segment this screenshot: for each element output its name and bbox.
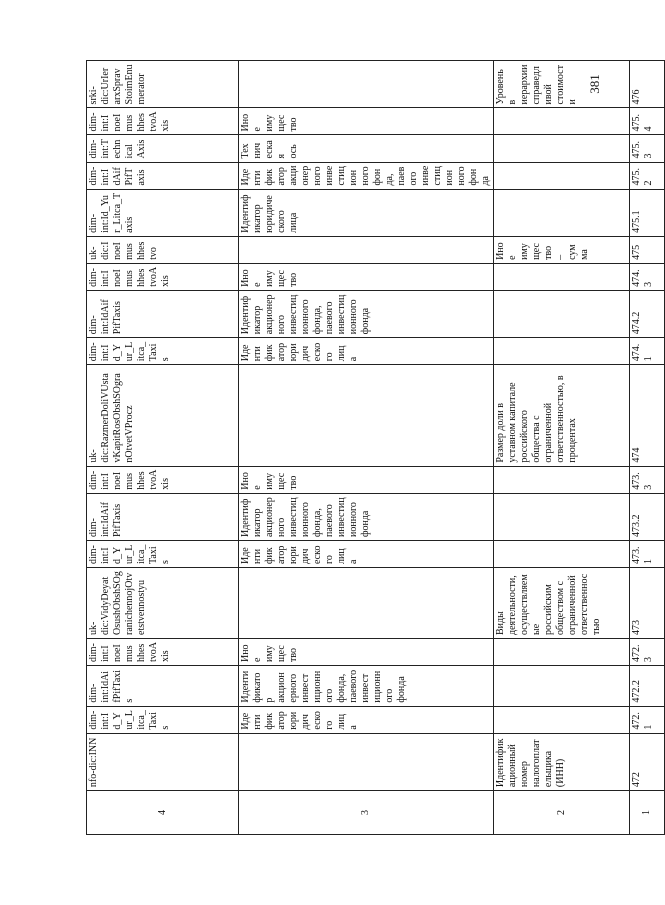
table-cell-desc — [239, 365, 494, 466]
table-row-column-3 — [239, 61, 494, 835]
table-cell-desc: Идентификатор юридического лица — [239, 706, 494, 733]
table-cell-desc: Иное имущество — [239, 263, 494, 290]
table-cell-code: dim-int:TechnicalAxis — [87, 135, 239, 162]
table-cell-code: uk-dic:VidyDeyatOsushObshSOgranichennojOtvetstvennostyu — [87, 568, 239, 639]
data-table — [86, 60, 665, 835]
table-cell-desc — [239, 733, 494, 790]
table-cell-desc: Иное имущество — [239, 639, 494, 666]
table-cell-name — [494, 666, 630, 707]
table-cell-desc: Идентификатор юридического лица — [239, 541, 494, 568]
table-cell-desc: Идентификатор акционерного инвестиционного фонда, паевого инвестиционного фонда — [239, 162, 494, 189]
table-cell-desc: Иное имущество — [239, 108, 494, 135]
column-header: 3 — [239, 791, 494, 835]
table-cell-desc: Идентификатор юридического лица — [239, 338, 494, 365]
table-cell-num: 473 — [630, 568, 665, 639]
table-cell-num: 473.3 — [630, 466, 665, 493]
table-cell-desc — [239, 236, 494, 263]
table-cell-code: dim-int:IdAifPifTaxis — [87, 493, 239, 540]
table-row-column-4 — [87, 61, 239, 835]
table-cell-name — [494, 639, 630, 666]
table-row-column-1 — [630, 61, 665, 835]
table-cell-name — [494, 706, 630, 733]
table-cell-desc: Идентификатор юридического лица — [239, 189, 494, 236]
table-cell-name — [494, 108, 630, 135]
table-cell-num: 476 — [630, 61, 665, 108]
table-cell-num: 472.1 — [630, 706, 665, 733]
table-cell-num: 475.3 — [630, 135, 665, 162]
table-cell-desc — [239, 61, 494, 108]
table-cell-desc: Иное имущество — [239, 466, 494, 493]
table-cell-code: dim-int:InoeImushhestvoAxis — [87, 263, 239, 290]
table-cell-name: Иное имущество – сумма — [494, 236, 630, 263]
table-cell-num: 475.2 — [630, 162, 665, 189]
column-header: 4 — [87, 791, 239, 835]
table-cell-name — [494, 493, 630, 540]
table-cell-code: dim-int:Id_Yur_Litca_Taxis — [87, 706, 239, 733]
column-header: 1 — [630, 791, 665, 835]
table-row-column-2 — [494, 61, 630, 835]
table-cell-num: 474.3 — [630, 263, 665, 290]
table-cell-code: dim-int:InoeImushhestvoAxis — [87, 466, 239, 493]
table-cell-num: 474 — [630, 365, 665, 466]
table-cell-desc: Идентификатор акционерного инвестиционного фонда, паевого инвестиционного фонда — [239, 493, 494, 540]
table-cell-code: nfo-dic:INN — [87, 733, 239, 790]
table-cell-desc: Идентификатор акционерного инвестиционного фонда, паевого инвестиционного фонда — [239, 666, 494, 707]
table-cell-num: 473.1 — [630, 541, 665, 568]
table-cell-name — [494, 135, 630, 162]
table-cell-code: srki-dic:UrIerarxSpravStoimEnumerator — [87, 61, 239, 108]
table-cell-name — [494, 466, 630, 493]
table-cell-code: dim-int:IdAifPifTaxis — [87, 290, 239, 337]
table-cell-name: Виды деятельности, осуществляемые российским обществом с ограниченной ответственностью — [494, 568, 630, 639]
table-cell-code: dim-int:Id_Yur_Litca_Taxis — [87, 338, 239, 365]
table-cell-code: dim-int:Id_Yur_Litca_Taxis — [87, 189, 239, 236]
page-number: 381 — [587, 74, 602, 94]
table-cell-code: dim-int:InoeImushhestvoAxis — [87, 639, 239, 666]
table-cell-code: dim-int:Id_Yur_Litca_Taxis — [87, 541, 239, 568]
column-header: 2 — [494, 791, 630, 835]
table-cell-num: 472.3 — [630, 639, 665, 666]
table-cell-num: 475.1 — [630, 189, 665, 236]
table-cell-code: dim-int:InoeImushhestvoAxis — [87, 108, 239, 135]
table-cell-name: Размер доли в уставном капитале российского общества с ограниченной ответственностью, в процентах — [494, 365, 630, 466]
table-cell-code: dim-int:IdAifPifTaxis — [87, 162, 239, 189]
table-cell-num: 472 — [630, 733, 665, 790]
table-cell-name: Идентификационный номер налогоплательщика (ИНН) — [494, 733, 630, 790]
table-cell-code: dim-int:IdAifPifTaxis — [87, 666, 239, 707]
table-cell-code: uk-dic:RazmerDoliVUstavKapitRosObshSOgranOtvetVProcz — [87, 365, 239, 466]
table-cell-name — [494, 189, 630, 236]
table-cell-num: 472.2 — [630, 666, 665, 707]
table-cell-num: 475 — [630, 236, 665, 263]
table-cell-num: 475.4 — [630, 108, 665, 135]
table-cell-code: uk-dic:InoeImushhestvo — [87, 236, 239, 263]
table-cell-name: Уровень в иерархии справедливой стоимости — [494, 61, 630, 108]
table-cell-desc: Техническая ось — [239, 135, 494, 162]
table-cell-desc — [239, 568, 494, 639]
table-cell-num: 474.1 — [630, 338, 665, 365]
table-cell-name — [494, 162, 630, 189]
table-cell-num: 474.2 — [630, 290, 665, 337]
table-cell-desc: Идентификатор акционерного инвестиционного фонда, паевого инвестиционного фонда — [239, 290, 494, 337]
table-cell-name — [494, 338, 630, 365]
table-cell-num: 473.2 — [630, 493, 665, 540]
table-cell-name — [494, 541, 630, 568]
table-cell-name — [494, 263, 630, 290]
table-cell-name — [494, 290, 630, 337]
